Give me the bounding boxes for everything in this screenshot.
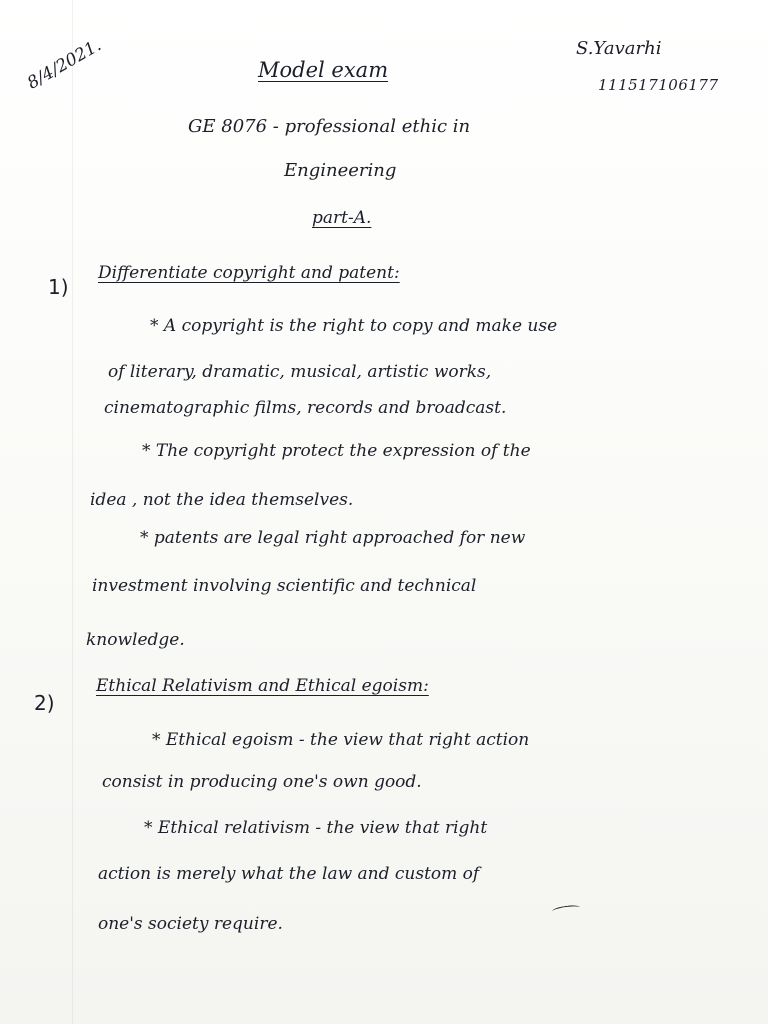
answer-line: cinematographic films, records and broadcast. bbox=[104, 398, 507, 418]
roll-number: 111517106177 bbox=[598, 76, 719, 94]
answer-line: * Ethical egoism - the view that right action bbox=[152, 730, 530, 750]
exam-date: 8/4/2021. bbox=[24, 35, 105, 94]
answer-line: knowledge. bbox=[86, 630, 185, 650]
student-name: S.Yavarhi bbox=[576, 38, 662, 59]
answer-line: * The copyright protect the expression of the bbox=[142, 441, 531, 461]
answer-line: of literary, dramatic, musical, artistic works, bbox=[108, 362, 492, 382]
subject-line-1: GE 8076 - professional ethic in bbox=[188, 116, 471, 137]
answer-line: * Ethical relativism - the view that right bbox=[144, 818, 488, 838]
margin-line bbox=[72, 0, 73, 1024]
part-heading: part-A. bbox=[312, 208, 372, 228]
pen-mark bbox=[552, 904, 581, 915]
question-heading: Ethical Relativism and Ethical egoism: bbox=[96, 676, 429, 696]
answer-line: consist in producing one's own good. bbox=[102, 772, 422, 792]
question-number: 1) bbox=[48, 275, 69, 299]
page-title: Model exam bbox=[258, 58, 389, 82]
answer-line: idea , not the idea themselves. bbox=[90, 490, 354, 510]
answer-line: * patents are legal right approached for new bbox=[140, 528, 526, 548]
answer-line: action is merely what the law and custom of bbox=[98, 864, 480, 884]
answer-line: one's society require. bbox=[98, 914, 283, 934]
answer-line: * A copyright is the right to copy and make use bbox=[150, 316, 558, 336]
subject-line-2: Engineering bbox=[284, 160, 397, 181]
answer-line: investment involving scientific and technical bbox=[92, 576, 477, 596]
question-heading: Differentiate copyright and patent: bbox=[98, 263, 400, 283]
question-number: 2) bbox=[34, 691, 55, 715]
